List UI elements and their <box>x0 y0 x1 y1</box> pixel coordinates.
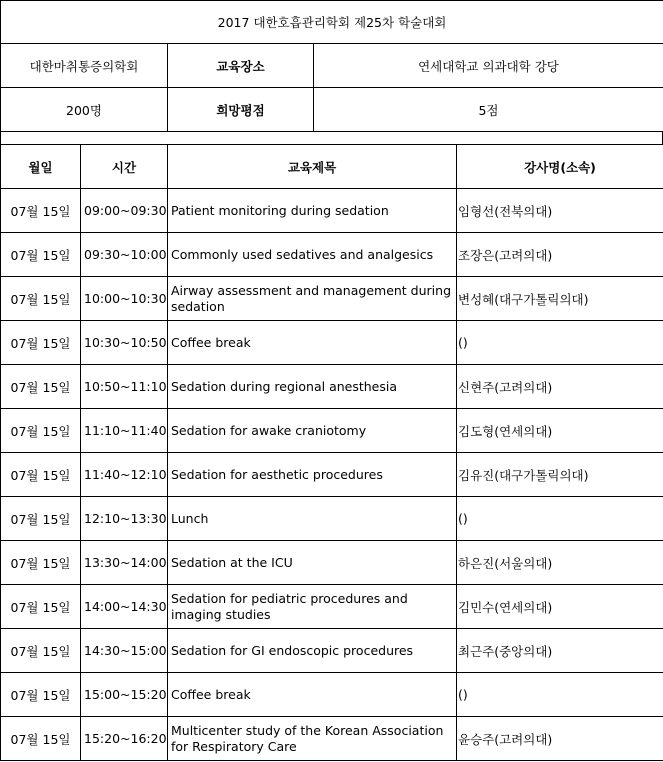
row-date: 07월 15일 <box>1 585 81 629</box>
row-topic: Patient monitoring during sedation <box>168 189 457 233</box>
table-row <box>1 189 663 233</box>
location-value: 연세대학교 의과대학 강당 <box>314 44 663 88</box>
row-date: 07월 15일 <box>1 629 81 673</box>
row-topic: Airway assessment and management during sedation <box>168 277 457 321</box>
col-time-header: 시간 <box>81 145 168 189</box>
row-topic: Sedation for pediatric procedures and imaging studies <box>168 585 457 629</box>
row-topic: Coffee break <box>168 673 457 717</box>
row-topic: Sedation for GI endoscopic procedures <box>168 629 457 673</box>
table-row <box>1 629 663 673</box>
row-speaker: 김유진(대구가톨릭의대) <box>457 453 663 497</box>
rating-label: 희망평점 <box>168 88 314 132</box>
row-speaker: () <box>457 321 663 365</box>
row-time: 13:30~14:00 <box>81 541 168 585</box>
row-time: 10:30~10:50 <box>81 321 168 365</box>
row-date: 07월 15일 <box>1 717 81 761</box>
row-date: 07월 15일 <box>1 453 81 497</box>
row-speaker: 하은진(서울의대) <box>457 541 663 585</box>
row-date: 07월 15일 <box>1 321 81 365</box>
row-time: 10:00~10:30 <box>81 277 168 321</box>
row-date: 07월 15일 <box>1 497 81 541</box>
col-topic-header: 교육제목 <box>168 145 457 189</box>
row-speaker: 최근주(중앙의대) <box>457 629 663 673</box>
row-topic: Multicenter study of the Korean Association for Respiratory Care <box>168 717 457 761</box>
row-topic: Sedation at the ICU <box>168 541 457 585</box>
row-date: 07월 15일 <box>1 541 81 585</box>
row-speaker: 변성혜(대구가톨릭의대) <box>457 277 663 321</box>
row-topic: Lunch <box>168 497 457 541</box>
row-date: 07월 15일 <box>1 277 81 321</box>
spacer <box>0 132 663 144</box>
table-row <box>1 277 663 321</box>
row-time: 15:00~15:20 <box>81 673 168 717</box>
capacity: 200명 <box>1 88 168 132</box>
schedule-table <box>0 144 663 761</box>
row-speaker: 조장은(고려의대) <box>457 233 663 277</box>
table-row <box>1 497 663 541</box>
row-topic: Sedation for awake craniotomy <box>168 409 457 453</box>
row-date: 07월 15일 <box>1 673 81 717</box>
organizer: 대한마취통증의학회 <box>1 44 168 88</box>
row-time: 09:30~10:00 <box>81 233 168 277</box>
row-time: 14:30~15:00 <box>81 629 168 673</box>
row-date: 07월 15일 <box>1 189 81 233</box>
row-topic: Coffee break <box>168 321 457 365</box>
row-speaker: 김민수(연세의대) <box>457 585 663 629</box>
row-time: 12:10~13:30 <box>81 497 168 541</box>
row-date: 07월 15일 <box>1 233 81 277</box>
row-speaker: 김도형(연세의대) <box>457 409 663 453</box>
table-row <box>1 365 663 409</box>
row-speaker: 임형선(전북의대) <box>457 189 663 233</box>
row-date: 07월 15일 <box>1 365 81 409</box>
table-row <box>1 233 663 277</box>
location-label: 교육장소 <box>168 44 314 88</box>
row-time: 10:50~11:10 <box>81 365 168 409</box>
table-row <box>1 717 663 761</box>
row-time: 11:40~12:10 <box>81 453 168 497</box>
row-time: 14:00~14:30 <box>81 585 168 629</box>
table-row <box>1 673 663 717</box>
table-row <box>1 409 663 453</box>
row-speaker: () <box>457 673 663 717</box>
table-row <box>1 321 663 365</box>
row-speaker: 신현주(고려의대) <box>457 365 663 409</box>
table-row <box>1 585 663 629</box>
event-title: 2017 대한호흡관리학회 제25차 학술대회 <box>1 1 663 44</box>
row-speaker: 윤승주(고려의대) <box>457 717 663 761</box>
row-time: 09:00~09:30 <box>81 189 168 233</box>
row-time: 11:10~11:40 <box>81 409 168 453</box>
rating-value: 5점 <box>314 88 663 132</box>
row-date: 07월 15일 <box>1 409 81 453</box>
row-topic: Sedation for aesthetic procedures <box>168 453 457 497</box>
row-speaker: () <box>457 497 663 541</box>
row-topic: Sedation during regional anesthesia <box>168 365 457 409</box>
table-row <box>1 541 663 585</box>
col-date-header: 월일 <box>1 145 81 189</box>
row-time: 15:20~16:20 <box>81 717 168 761</box>
info-table <box>0 0 663 132</box>
row-topic: Commonly used sedatives and analgesics <box>168 233 457 277</box>
table-row <box>1 453 663 497</box>
col-speaker-header: 강사명(소속) <box>457 145 663 189</box>
